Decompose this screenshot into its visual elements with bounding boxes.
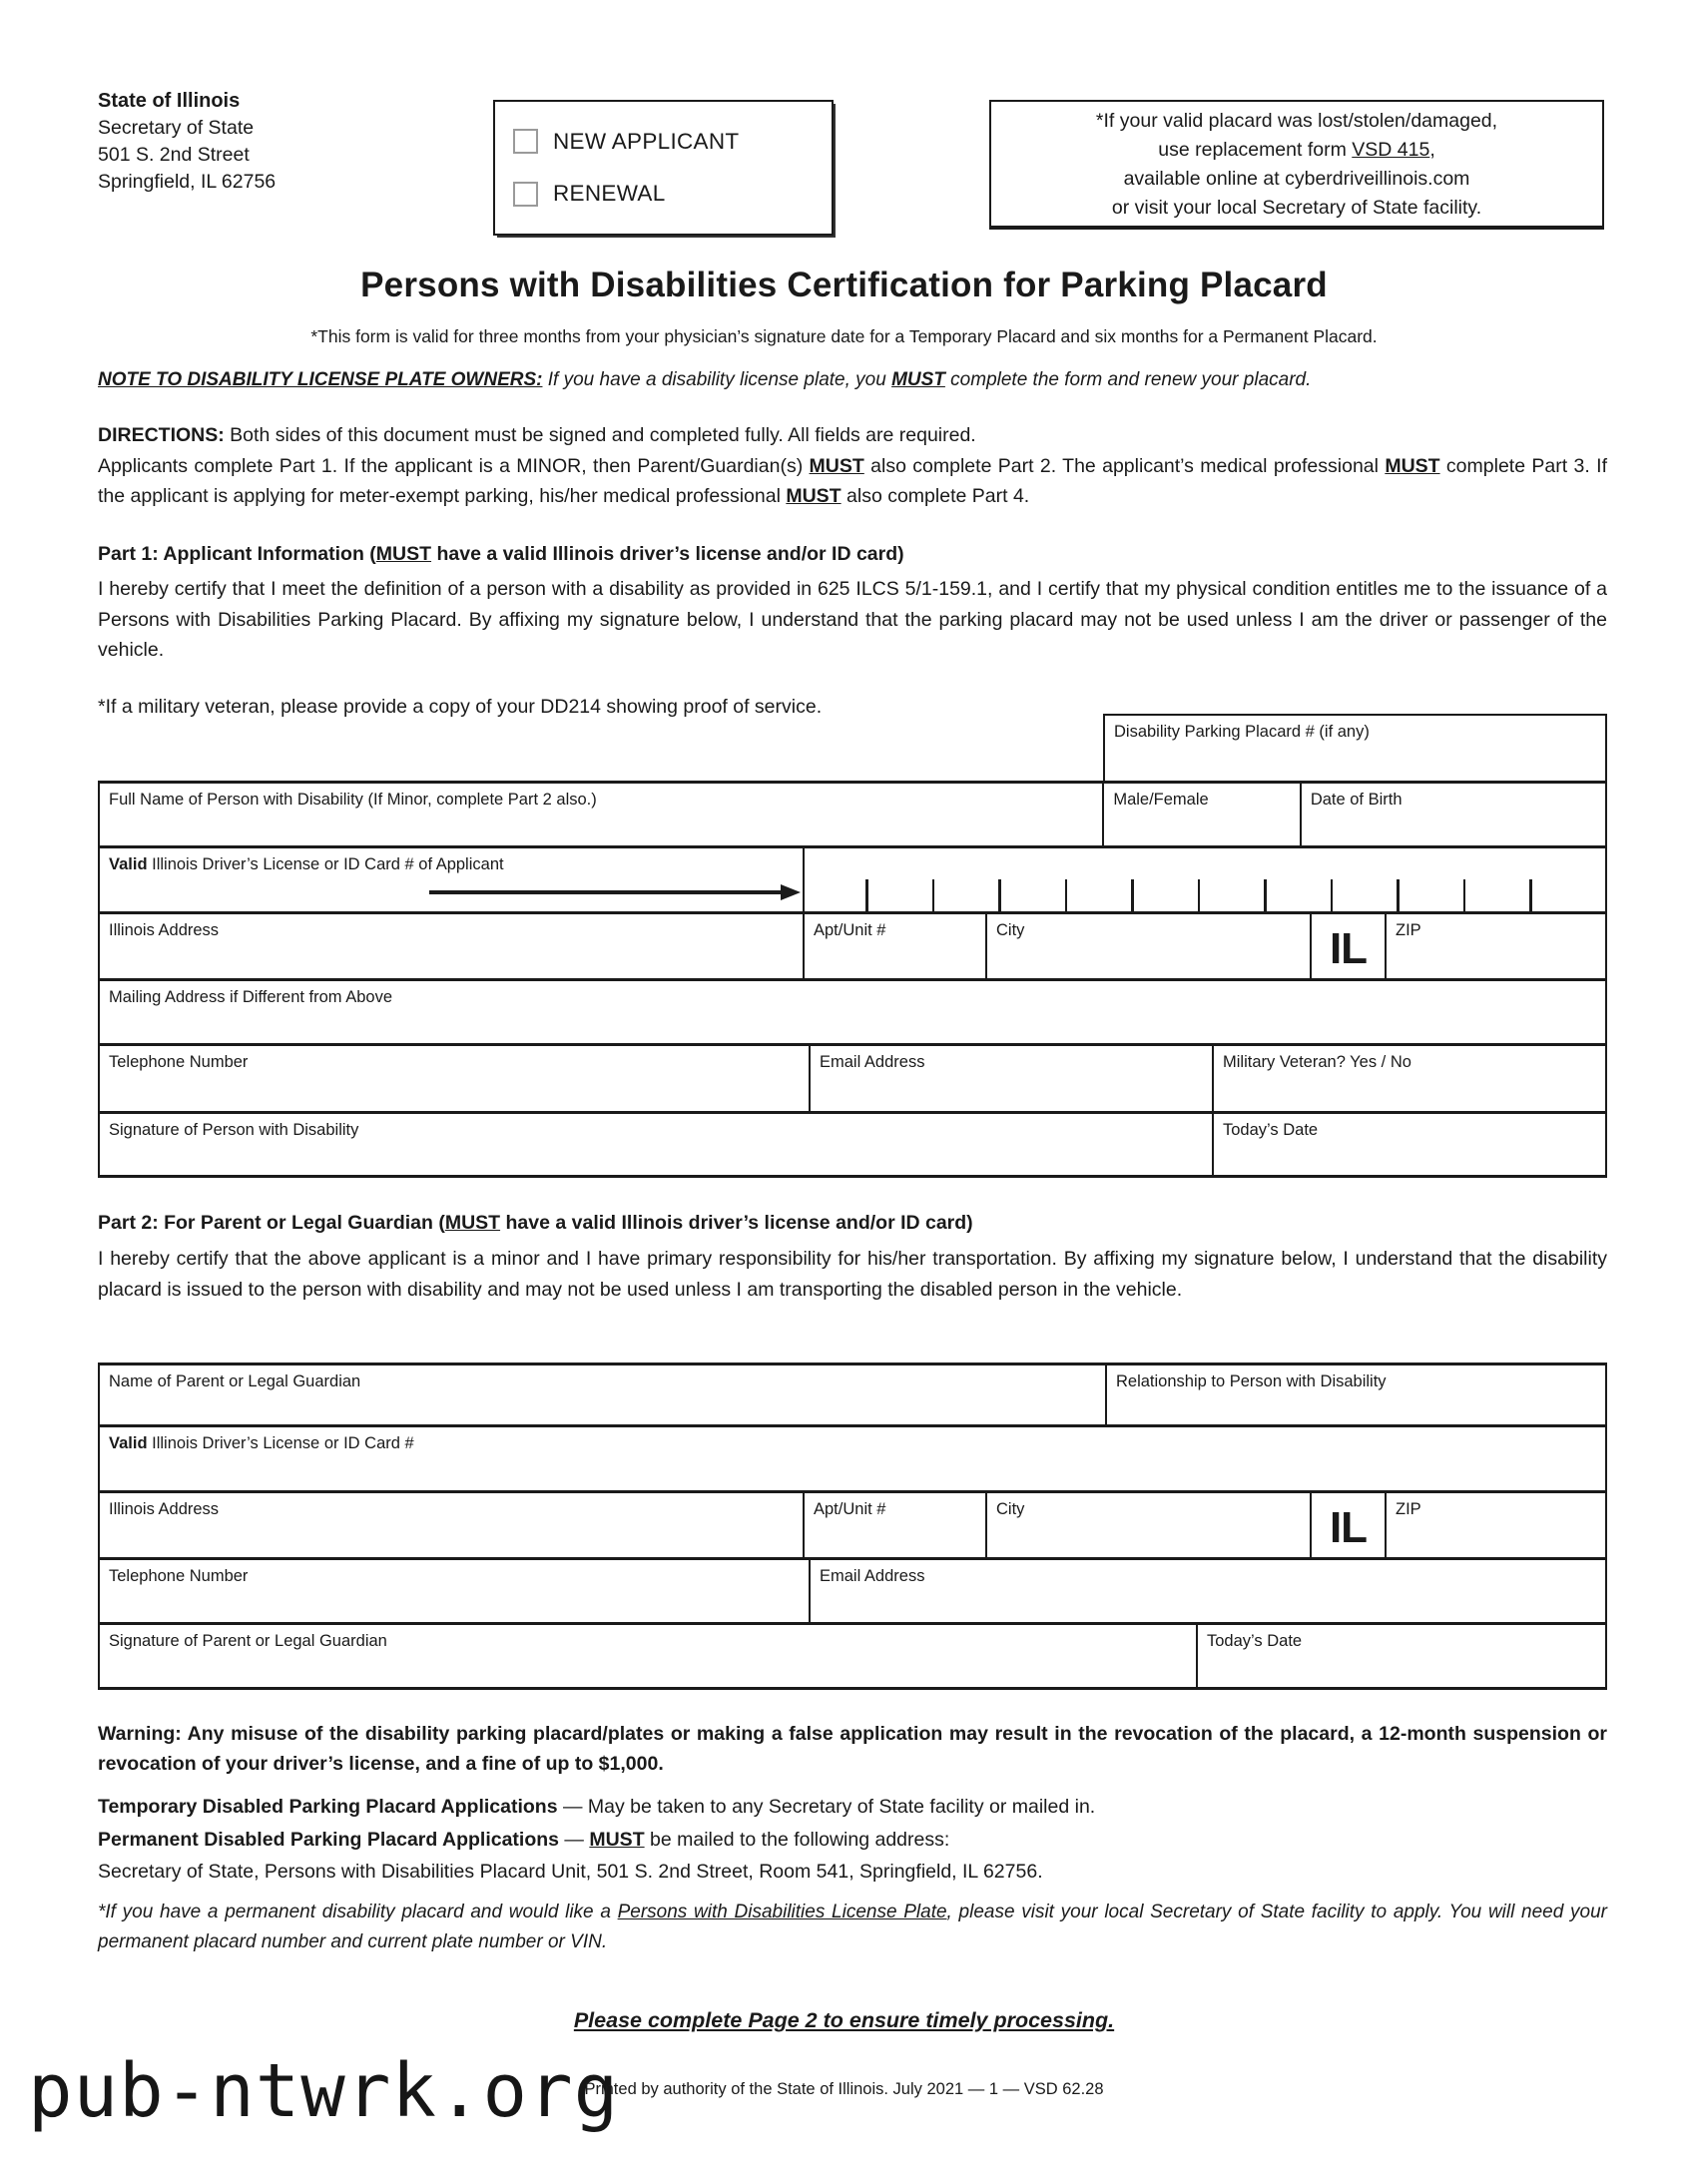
part1-row-contact [100,1043,1605,1111]
zip-label: ZIP [1396,921,1421,939]
guardian-apt-label: Apt/Unit # [814,1500,886,1518]
renewal-label: RENEWAL [553,181,666,207]
male-female-field [1102,784,1299,845]
part1-row-signature [100,1111,1605,1175]
date-of-birth-field [1300,784,1605,845]
new-applicant-checkbox[interactable] [513,129,538,154]
telephone-label: Telephone Number [109,1053,249,1071]
guardian-address-label: Illinois Address [109,1500,220,1518]
directions-body: Applicants complete Part 1. If the applicant is a MINOR, then Parent/Guardian(s) MUST also complete Part 2. The applicant’s medical professional MUST complete Part 3. If the applicant is applying for meter-exempt parking, his/her medical professional MUST also complete Part 4. [98,454,1607,507]
todays-date-label: Today’s Date [1223,1121,1319,1139]
guardian-state-abbrev: IL [1310,1493,1385,1557]
todays-date-field [1212,1114,1605,1175]
license-number-field [100,848,803,911]
illinois-address-field [100,914,803,978]
license-number-label: Valid Illinois Driver’s License or ID Card # of Applicant [109,855,504,873]
mailing-address-line: Secretary of State, Persons with Disabilities Placard Unit, 501 S. 2nd Street, Room 541, Springfield, IL 62756. [98,1861,1043,1883]
date-of-birth-label: Date of Birth [1310,791,1403,809]
relationship-label: Relationship to Person with Disability [1116,1372,1387,1390]
guardian-license-field [100,1427,1605,1490]
new-applicant-label: NEW APPLICANT [553,128,740,154]
apt-unit-field [803,914,985,978]
guardian-city-field [985,1493,1310,1557]
military-veteran-label: Military Veteran? Yes / No [1223,1053,1411,1071]
guardian-city-label: City [996,1500,1025,1518]
city-field [985,914,1310,978]
part1-row-address [100,911,1605,978]
replacement-notice-line: or visit your local Secretary of State facility. [1111,197,1482,219]
part1-certification-text: I hereby certify that I meet the definition of a person with a disability as provided in 625 ILCS 5/1-159.1, and I certify that my physical condition entitles me to the issuance of a Persons with Disabilities Parking Placard. By affixing my signature below, I understand that the parking placard may not be used unless I am the driver or passenger of the vehicle. [98,578,1607,661]
license-plate-note: *If you have a permanent disability placard and would like a Persons with Disabilities License Plate, please visit your local Secretary of State facility to apply. You will need your permanent placard number and current plate number or VIN. [98,1902,1607,1952]
replacement-notice-line: *If your valid placard was lost/stolen/damaged, [1095,110,1498,132]
guardian-address-field [100,1493,803,1557]
agency-street: 501 S. 2nd Street [98,144,250,166]
permanent-applications-line: Permanent Disabled Parking Placard Applications — MUST be mailed to the following address: [98,1828,950,1851]
part2-heading: Part 2: For Parent or Legal Guardian (MUST have a valid Illinois driver’s license and/or ID card) [98,1212,973,1234]
male-female-label: Male/Female [1113,791,1209,809]
new-applicant-option[interactable] [513,129,832,155]
guardian-apt-field [803,1493,985,1557]
directions-section [98,420,1607,512]
mailing-address-field [100,981,1605,1043]
application-type-box [493,100,834,236]
guardian-todays-date-label: Today’s Date [1207,1632,1303,1650]
guardian-email-field [809,1560,1605,1622]
part1-row-mailing [100,978,1605,1043]
guardian-signature-field [100,1625,1196,1687]
agency-dept: Secretary of State [98,117,255,139]
warning-paragraph: Warning: Any misuse of the disability parking placard/plates or making a false application may result in the revocation of the placard, a 12-month suspension or revocation of your driver’s license, and a fine of up to $1,000. [98,1723,1607,1775]
city-label: City [996,921,1025,939]
military-veteran-field [1212,1046,1605,1111]
agency-city: Springfield, IL 62756 [98,171,277,193]
part1-row-license [100,845,1605,911]
full-name-label: Full Name of Person with Disability (If Minor, complete Part 2 also.) [109,791,597,809]
veteran-note: *If a military veteran, please provide a copy of your DD214 showing proof of service. [98,696,823,718]
plate-owners-note: NOTE TO DISABILITY LICENSE PLATE OWNERS: If you have a disability license plate, you MUST complete the form and renew your placard. [98,369,1312,390]
page2-notice: Please complete Page 2 to ensure timely processing. [573,2008,1115,2032]
part2-row-license [100,1424,1605,1490]
placard-number-field [1103,714,1607,781]
directions-line1: DIRECTIONS: Both sides of this document must be signed and completed fully. All fields are required. [98,424,976,446]
telephone-field [100,1046,809,1111]
state-abbrev: IL [1310,914,1385,978]
part2-row-address [100,1490,1605,1557]
full-name-field [100,784,1102,845]
mailing-address-label: Mailing Address if Different from Above [109,988,392,1006]
part2-certification-text: I hereby certify that the above applicant is a minor and I have primary responsibility for his/her transportation. By affixing my signature below, I understand that the disability placard is issued to the person with disability and may not be used unless I am transporting the disabled person in the vehicle. [98,1248,1607,1301]
part2-row-signature [100,1622,1605,1687]
email-label: Email Address [820,1053,925,1071]
part1-row-name [100,784,1605,845]
replacement-notice-box [989,100,1604,230]
replacement-notice-line: use replacement form VSD 415, [1158,139,1435,161]
replacement-notice-line: available online at cyberdriveillinois.com [1123,168,1470,190]
temporary-applications-line: Temporary Disabled Parking Placard Applications — May be taken to any Secretary of State facility or mailed in. [98,1796,1096,1818]
apt-unit-label: Apt/Unit # [814,921,886,939]
license-number-boxes [803,848,1605,911]
guardian-telephone-label: Telephone Number [109,1567,249,1585]
footer-authority-line: Printed by authority of the State of Illinois. July 2021 — 1 — VSD 62.28 [584,2080,1104,2098]
guardian-name-field [100,1365,1105,1424]
mailing-instructions [98,1791,1607,1889]
part1-heading: Part 1: Applicant Information (MUST have a valid Illinois driver’s license and/or ID card) [98,543,904,565]
part2-row-contact [100,1557,1605,1622]
zip-field [1385,914,1605,978]
guardian-email-label: Email Address [820,1567,925,1585]
guardian-todays-date-field [1196,1625,1605,1687]
guardian-name-label: Name of Parent or Legal Guardian [109,1372,361,1390]
guardian-zip-label: ZIP [1396,1500,1421,1518]
form-subtitle: *This form is valid for three months from your physician’s signature date for a Temporary Placard and six months for a Permanent Placard. [310,326,1378,346]
email-field [809,1046,1212,1111]
renewal-option[interactable] [513,181,832,207]
placard-number-label: Disability Parking Placard # (if any) [1114,723,1370,741]
relationship-field [1105,1365,1605,1424]
guardian-license-label: Valid Illinois Driver’s License or ID Card # [109,1434,414,1452]
watermark: pub-ntwrk.org [28,2048,620,2134]
agency-address-block [98,88,276,196]
part2-row-name [100,1365,1605,1424]
agency-name: State of Illinois [98,90,241,112]
signature-field [100,1114,1212,1175]
arrow-right-icon [429,884,801,900]
renewal-checkbox[interactable] [513,182,538,207]
form-title: Persons with Disabilities Certification for Parking Placard [360,266,1328,304]
illinois-address-label: Illinois Address [109,921,220,939]
guardian-zip-field [1385,1493,1605,1557]
part1-table [98,781,1607,1178]
guardian-telephone-field [100,1560,809,1622]
guardian-signature-label: Signature of Parent or Legal Guardian [109,1632,387,1650]
part2-table [98,1363,1607,1690]
signature-label: Signature of Person with Disability [109,1121,359,1139]
